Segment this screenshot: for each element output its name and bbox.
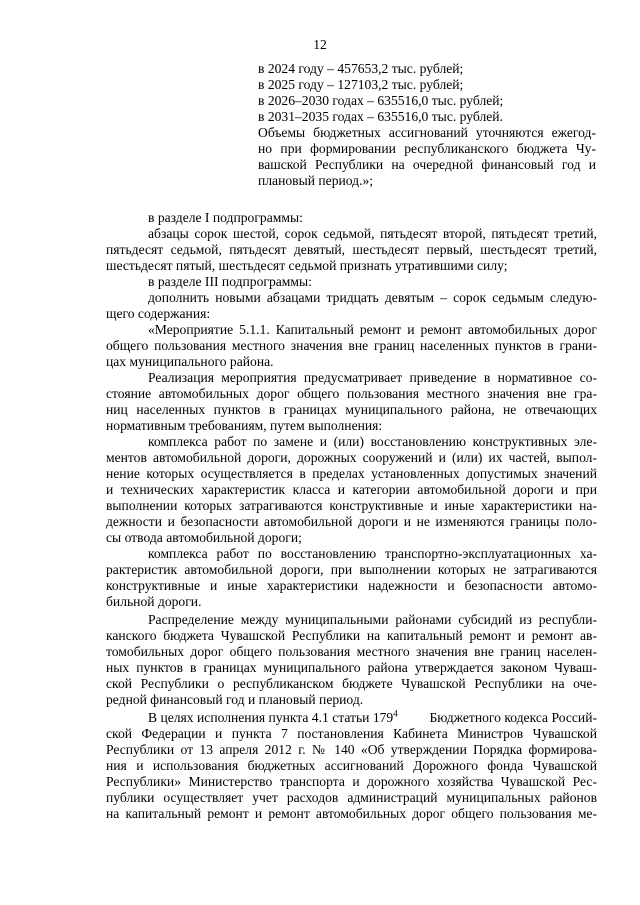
- funding-line: в 2025 году – 127103,2 тыс. рублей;: [258, 77, 464, 92]
- body-line: ных пунктов в границах муниципального района утверждается законом Чуваш-: [106, 660, 597, 675]
- body-line: конструктивные и иные характеристики надежности и безопасности автомо-: [106, 578, 597, 593]
- body-line: [148, 710, 597, 726]
- superscript: 4: [393, 708, 398, 719]
- body-line: пятьдесят седьмой, пятьдесят девятый, шестьдесят первый, шестьдесят третий,: [106, 242, 597, 257]
- body-line: шестьдесят пятый, шестьдесят седьмой признать утратившими силу;: [106, 258, 508, 273]
- body-line: щего содержания:: [106, 306, 211, 321]
- line-part: В целях исполнения пункта 4.1 статьи $179^4$: [148, 708, 398, 725]
- body-line: в разделе I подпрограммы:: [148, 210, 303, 225]
- quote-line: вашской Республики на очередной финансовый год и: [258, 157, 596, 172]
- body-line: томобильных дорог общего пользования местного значения вне границ населен-: [106, 644, 597, 659]
- body-line: Республики» Министерство транспорта и дорожного хозяйства Чувашской Рес-: [106, 774, 597, 789]
- body-line: бильной дороги.: [106, 594, 202, 609]
- body-line: «Мероприятие 5.1.1. Капитальный ремонт и ремонт автомобильных дорог: [148, 322, 597, 337]
- page-number: 12: [313, 37, 327, 52]
- funding-line: в 2031–2035 годах – 635516,0 тыс. рублей.: [258, 109, 503, 124]
- body-line: Распределение между муниципальными районами субсидий из республи-: [148, 612, 597, 627]
- funding-line: в 2026–2030 годах – 635516,0 тыс. рублей;: [258, 93, 504, 108]
- body-line: абзацы сорок шестой, сорок седьмой, пятьдесят второй, пятьдесят третий,: [148, 226, 597, 241]
- body-line: комплекса работ по восстановлению транспортно-эксплуатационных ха-: [148, 546, 597, 561]
- body-line: канского бюджета Чувашской Республики на капитальный ремонт и ремонт ав-: [106, 628, 597, 643]
- body-line: на капитальный ремонт и ремонт автомобильных дорог общего пользования ме-: [106, 806, 597, 821]
- body-line: дежности и безопасности автомобильной дороги и не изменяются границы поло-: [106, 514, 597, 529]
- body-line: цах муниципального района.: [106, 354, 274, 369]
- quote-line: плановый период.»;: [258, 173, 374, 188]
- body-line: Реализация мероприятия предусматривает приведение в нормативное со-: [148, 370, 597, 385]
- quote-line: Объемы бюджетных ассигнований уточняются ежегод-: [258, 125, 596, 140]
- body-line: редной финансовый год и плановый период.: [106, 692, 364, 707]
- quote-line: но при формировании республиканского бюджета Чу-: [258, 141, 596, 156]
- body-line: общего пользования местного значения вне границ населенных пунктов в грани-: [106, 338, 597, 353]
- funding-line: в 2024 году – 457653,2 тыс. рублей;: [258, 61, 464, 76]
- line-part: Бюджетного кодекса Россий-: [426, 710, 597, 725]
- body-line: ментов автомобильной дороги, дорожных сооружений и (или) их частей, выпол-: [106, 450, 597, 465]
- body-line: выполнении которых затрагиваются конструктивные и иные характеристики на-: [106, 498, 597, 513]
- body-line: в разделе III подпрограммы:: [148, 274, 312, 289]
- body-line: публики осуществляет учет расходов администраций муниципальных районов: [106, 790, 597, 805]
- body-line: ской Федерации и пункта 7 постановления Кабинета Министров Чувашской: [106, 726, 597, 741]
- body-line: дополнить новыми абзацами тридцать девятым – сорок седьмым следую-: [148, 290, 597, 305]
- body-line: комплекса работ по замене и (или) восстановлению конструктивных эле-: [148, 434, 597, 449]
- body-line: рактеристик автомобильной дороги, при выполнении которых не затрагиваются: [106, 562, 597, 577]
- body-line: ниц населенных пунктов в границах муниципального района, не отвечающих: [106, 402, 597, 417]
- body-line: стояние автомобильных дорог общего пользования местного значения вне гра-: [106, 386, 597, 401]
- body-line: и технических характеристик класса и категории автомобильной дороги и при: [106, 482, 597, 497]
- body-line: ния и использования бюджетных ассигнований Дорожного фонда Чувашской: [106, 758, 597, 773]
- body-line: нение которых осуществляется в пределах установленных допустимых значений: [106, 466, 597, 481]
- body-line: нормативным требованиям, путем выполнения:: [106, 418, 383, 433]
- body-line: ской Республики о республиканском бюджете Чувашской Республики на оче-: [106, 676, 597, 691]
- body-line: сы отвода автомобильной дороги;: [106, 530, 302, 545]
- body-line: Республики от 13 апреля 2012 г. № 140 «Об утверждении Порядка формирова-: [106, 742, 597, 757]
